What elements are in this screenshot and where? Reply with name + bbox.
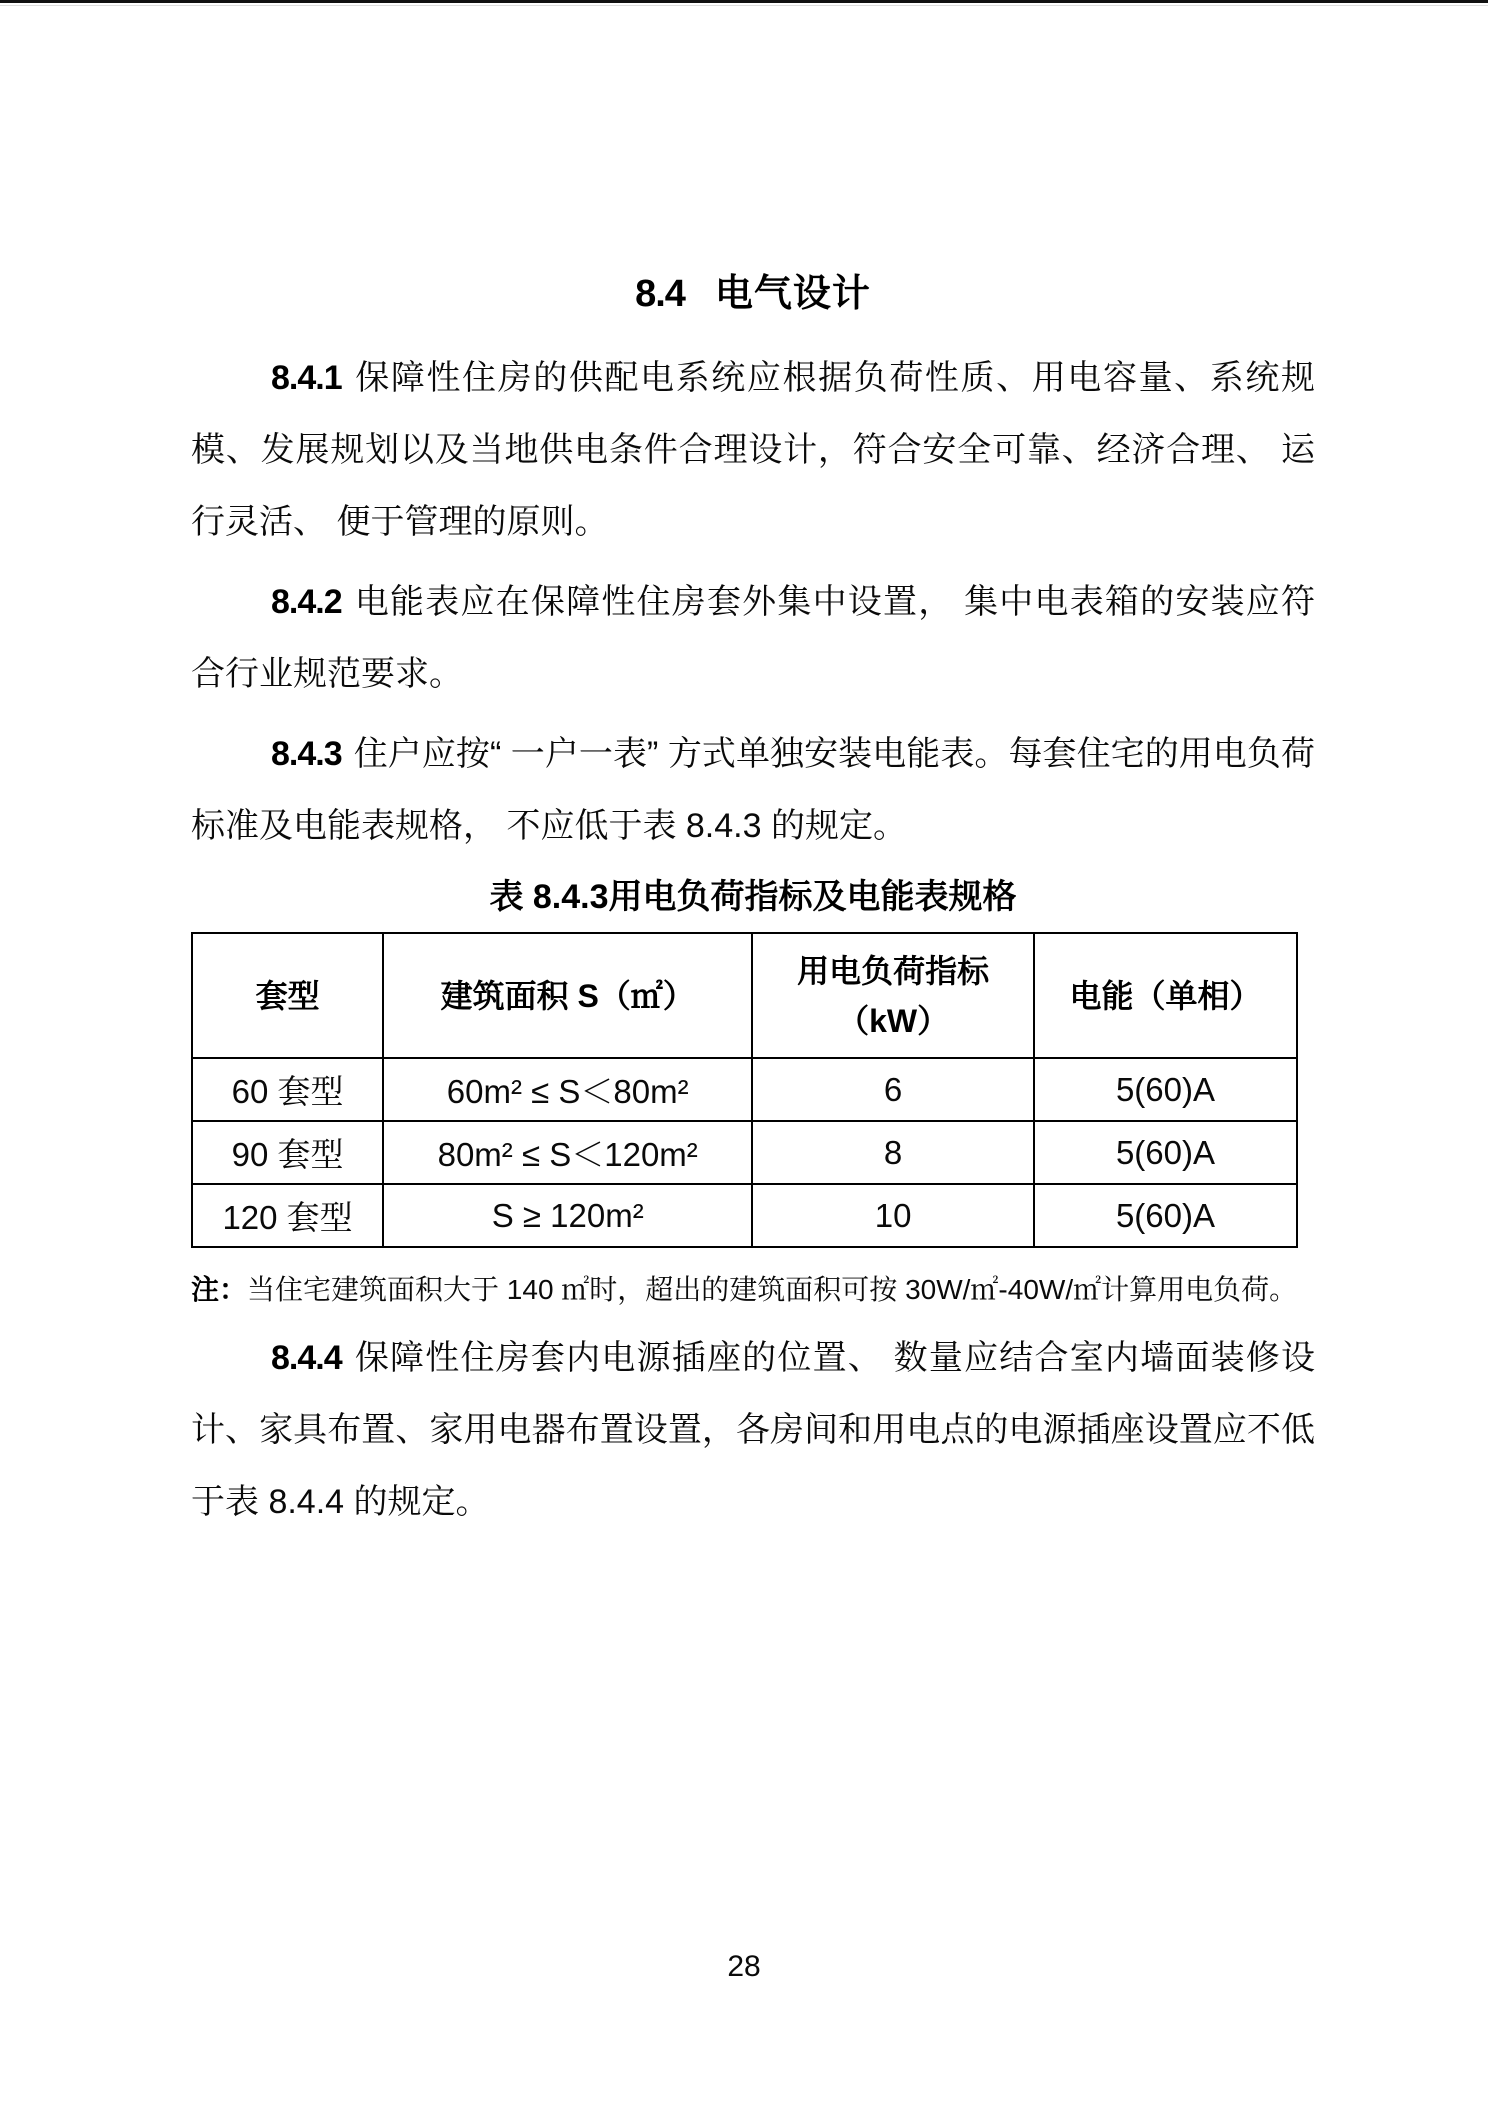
table-caption: 表 8.4.3用电负荷指标及电能表规格: [489, 878, 1017, 916]
clause-number: 8.4.2: [271, 583, 342, 621]
paragraph-8-4-3: [191, 718, 1315, 862]
table-row: [192, 1121, 1297, 1184]
page-content: [191, 268, 1315, 1538]
clause-text: 保障性住房套内电源插座的位置、 数量应结合室内墙面装修设计、家具布置、家用电器布置设置，各房间和用电点的电源插座设置应不低于表 8.4.4 的规定。: [191, 1339, 1315, 1521]
table-cell: 6: [752, 1058, 1034, 1121]
page-top-border-shadow: [0, 5, 1488, 6]
note-label: 注：: [191, 1274, 248, 1305]
col-header-load-line1: 用电负荷指标: [797, 952, 990, 989]
clause-number: 8.4.1: [271, 359, 342, 397]
note-text: 当住宅建筑面积大于 140 ㎡时，超出的建筑面积可按 30W/㎡-40W/㎡计算用电负荷。: [247, 1274, 1298, 1305]
clause-text: 电能表应在保障性住房套外集中设置， 集中电表箱的安装应符合行业规范要求。: [191, 583, 1315, 693]
table-cell: 8: [752, 1121, 1034, 1184]
table-cell: S ≥ 120m²: [383, 1184, 752, 1247]
col-header-unit-type: 套型: [192, 933, 383, 1058]
section-title-number: 8.4: [635, 273, 685, 315]
paragraph-8-4-4: [191, 1322, 1315, 1538]
table-cell: 5(60)A: [1034, 1058, 1297, 1121]
table-cell: 120 套型: [192, 1184, 383, 1247]
page-top-border: [0, 0, 1488, 3]
clause-number: 8.4.4: [271, 1339, 342, 1377]
table-header-row: [192, 933, 1297, 1058]
table-note: [191, 1258, 1315, 1322]
table-row: [192, 1184, 1297, 1247]
table-cell: 5(60)A: [1034, 1184, 1297, 1247]
table-cell: 60m² ≤ S＜80m²: [383, 1058, 752, 1121]
col-header-load-line2: （kW）: [837, 1002, 950, 1039]
col-header-area: 建筑面积 S（㎡）: [383, 933, 752, 1058]
paragraph-8-4-1: [191, 342, 1315, 558]
section-title: [191, 268, 1315, 320]
clause-text: 住户应按“ 一户一表” 方式单独安装电能表。每套住宅的用电负荷标准及电能表规格， 不应低于表 8.4.3 的规定。: [191, 735, 1315, 845]
table-cell: 60 套型: [192, 1058, 383, 1121]
table-cell: 90 套型: [192, 1121, 383, 1184]
clause-number: 8.4.3: [271, 735, 342, 773]
table-cell: 5(60)A: [1034, 1121, 1297, 1184]
col-header-load: [752, 933, 1034, 1058]
page-number: 28: [727, 1950, 761, 1983]
load-spec-table: [191, 932, 1298, 1248]
col-header-meter: 电能（单相）: [1034, 933, 1297, 1058]
clause-text: 保障性住房的供配电系统应根据负荷性质、用电容量、系统规模、发展规划以及当地供电条件合理设计，符合安全可靠、经济合理、 运行灵活、 便于管理的原则。: [191, 359, 1315, 541]
table-row: [192, 1058, 1297, 1121]
section-title-text: 电气设计: [714, 273, 871, 315]
table-cell: 10: [752, 1184, 1034, 1247]
table-cell: 80m² ≤ S＜120m²: [383, 1121, 752, 1184]
paragraph-8-4-2: [191, 566, 1315, 710]
